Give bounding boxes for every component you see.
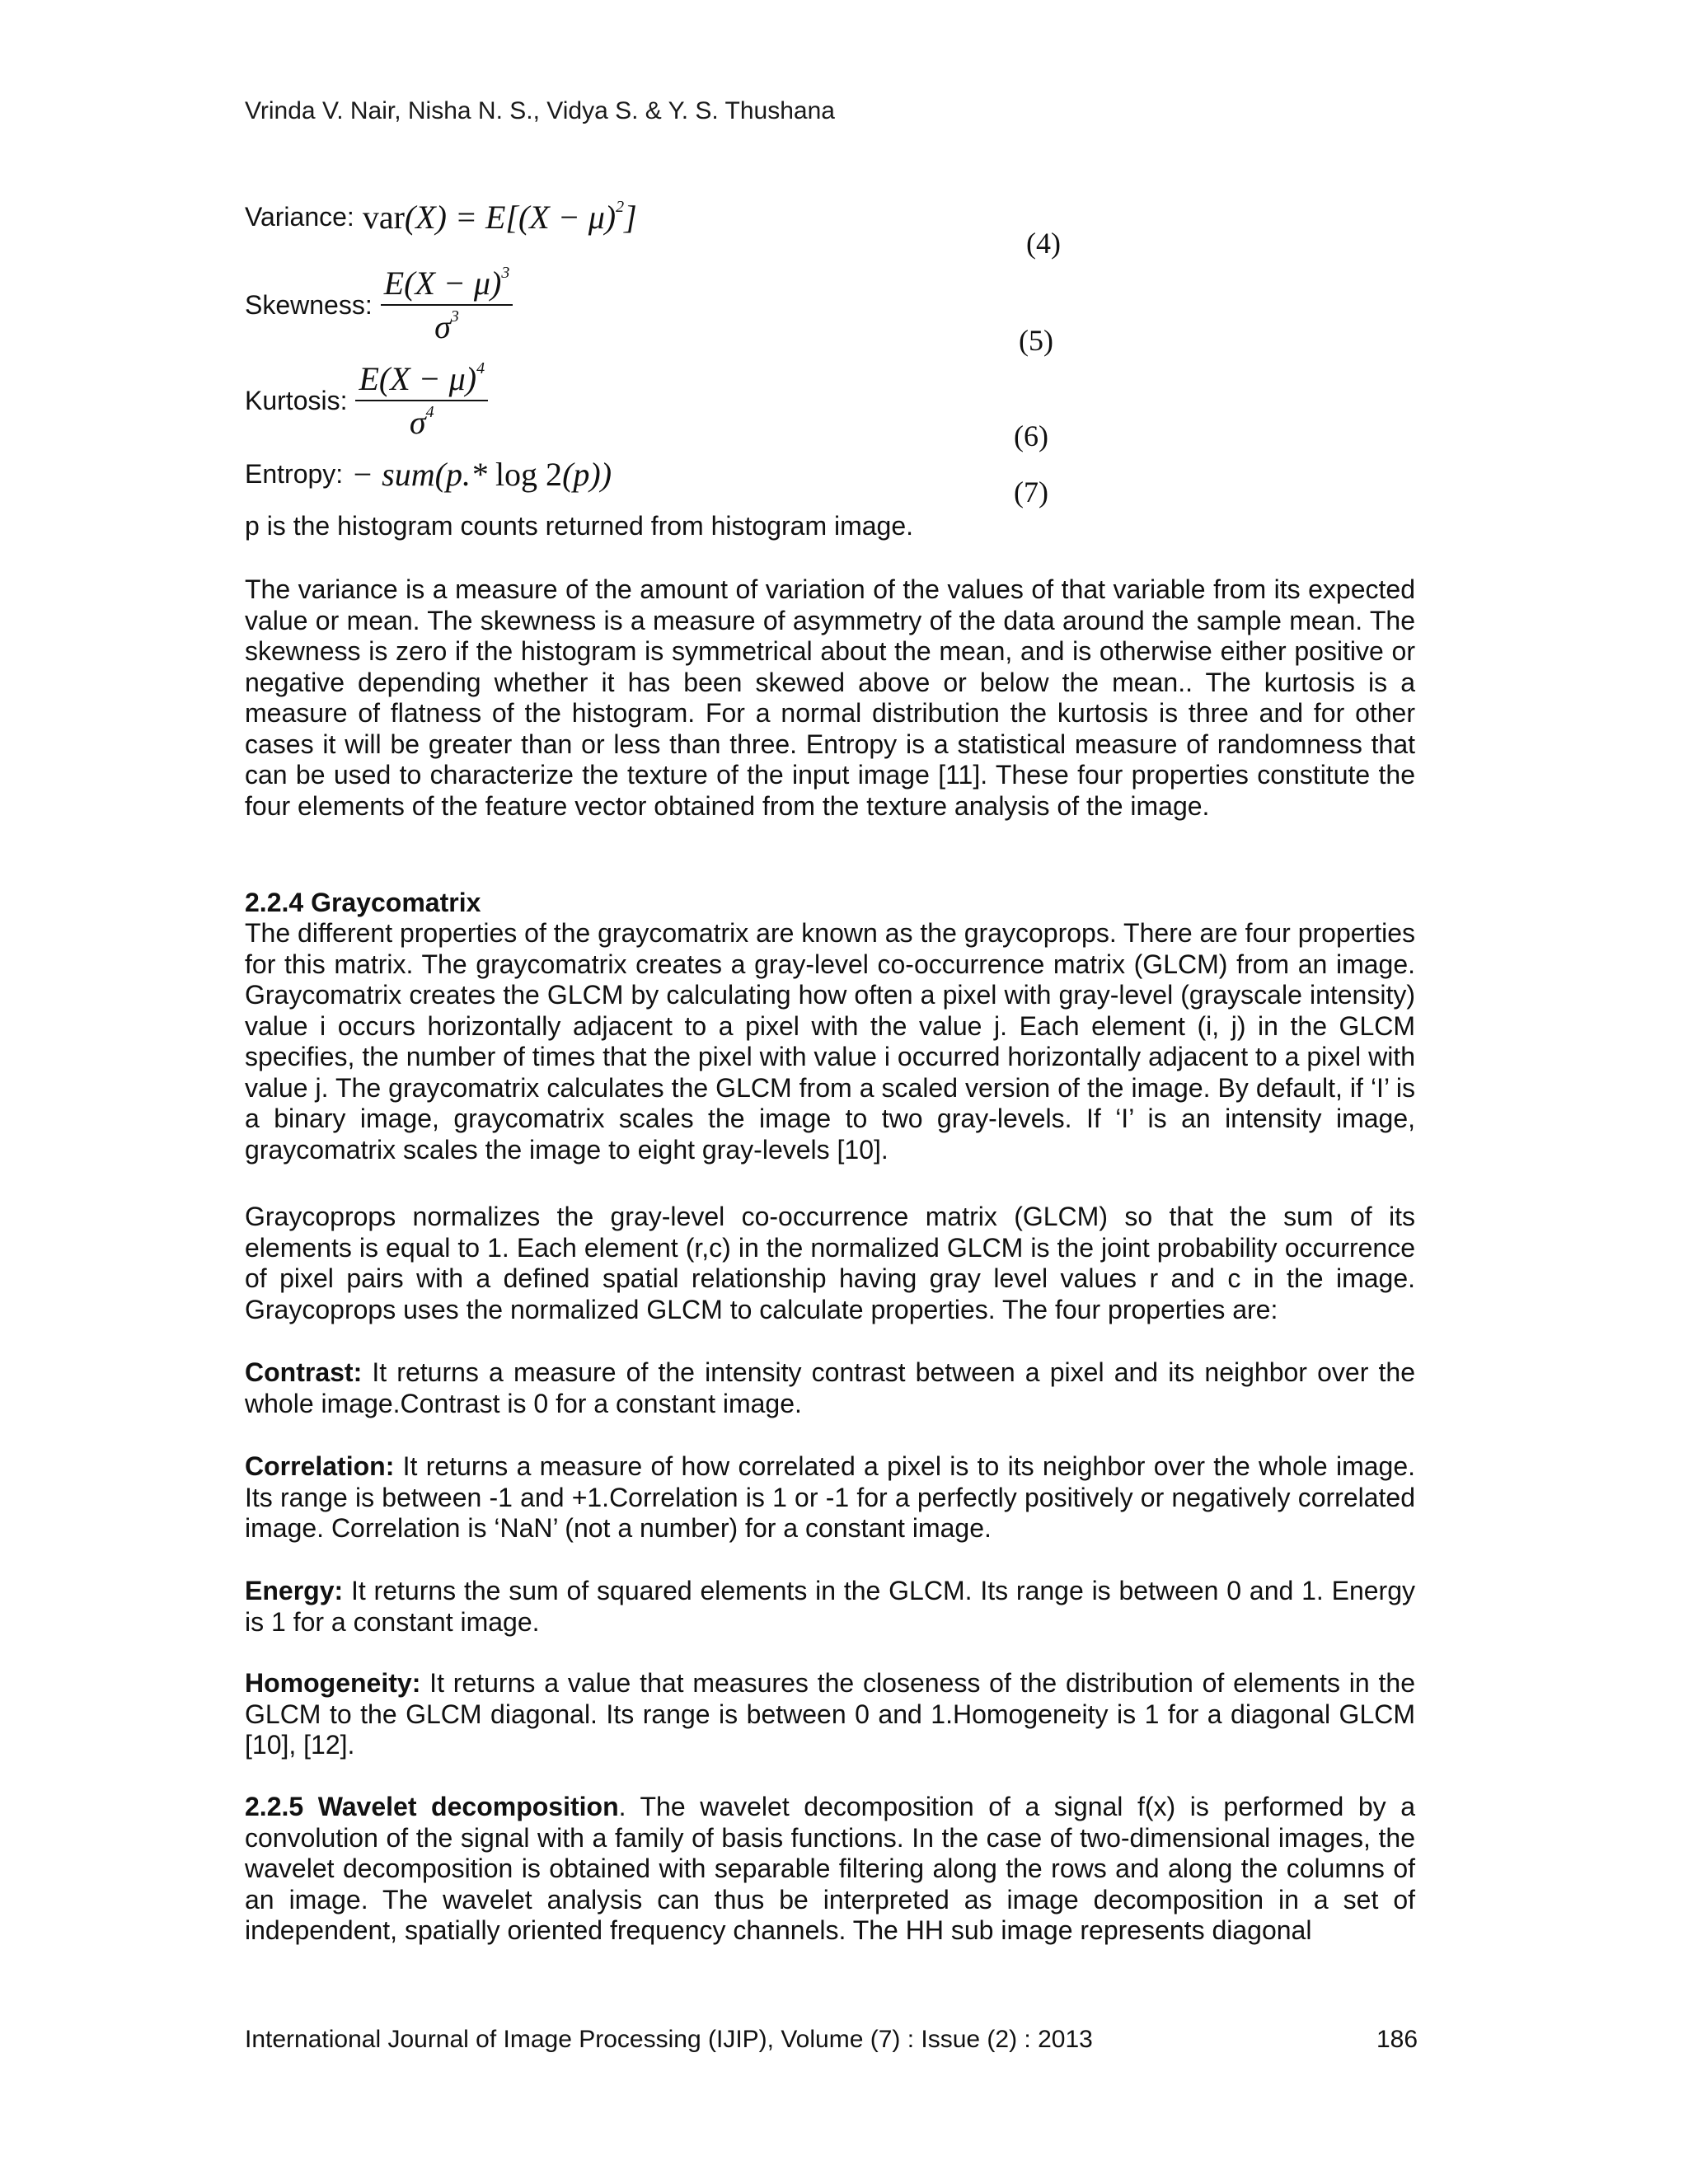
- entropy-formula: − sum(p.* log 2(p)): [351, 456, 612, 493]
- equation-number-7: (7): [1014, 476, 1048, 509]
- variance-formula: $var(X) = E[(X - \mu)^2]$: [362, 197, 637, 236]
- equation-number-6: (6): [1014, 419, 1048, 452]
- equation-number-5: (5): [1019, 324, 1053, 357]
- section-heading-graycomatrix: 2.2.4 Graycomatrix: [245, 888, 481, 917]
- paragraph-graycomatrix: The different properties of the graycomatrix are known as the graycoprops. There are four properties for this matrix. The graycomatrix creates a gray-level co-occurrence matrix (GLCM) from an image. Graycomatrix creates the GLCM by calculating how often a pixel with gray-level (grayscale intensity) value i occurs horizontally adjacent to a pixel with the value j. Each element (i, j) in the GLCM specifies, the number of times that the pixel with value i occurred horizontally adjacent to a pixel with value j. The graycomatrix calculates the GLCM from a scaled version of the image. By default, if ‘I’ is a binary image, graycomatrix scales the image to two gray-levels. If ‘I’ is an intensity image, graycomatrix scales the image to eight gray-levels [10].: [245, 918, 1415, 1165]
- skewness-equation: [245, 264, 513, 346]
- paragraph-homogeneity: [245, 1668, 1415, 1761]
- paragraph-correlation: [245, 1451, 1415, 1544]
- wavelet-text: . The wavelet decomposition of a signal f(x) is performed by a convolution of the signal with a family of basis functions. In the case of two-dimensional images, the wavelet decomposition is obtained with separable filtering along the rows and along the columns of an image. The wavelet analysis can thus be interpreted as image decomposition in a set of independent, spatially oriented frequency channels. The HH sub image represents diagonal: [245, 1792, 1416, 1945]
- paragraph-energy: [245, 1576, 1415, 1638]
- kurtosis-formula: $\frac{E(X - \mu)^4}{\sigma^4}$: [355, 359, 488, 442]
- variance-label: Variance:: [245, 202, 354, 232]
- homogeneity-label: Homogeneity:: [245, 1668, 421, 1698]
- kurtosis-equation: [245, 359, 488, 442]
- skewness-formula: $\frac{E(X - \mu)^3}{\sigma^3}$: [381, 264, 513, 346]
- paragraph-graycoprops: Graycoprops normalizes the gray-level co-occurrence matrix (GLCM) so that the sum of its elements is equal to 1. Each element (r,c) in the normalized GLCM is the joint probability occurrence of pixel pairs with a defined spatial relationship having gray level values r and c in the image. Graycoprops uses the normalized GLCM to calculate properties. The four properties are:: [245, 1202, 1415, 1324]
- entropy-label: Entropy:: [245, 459, 344, 489]
- correlation-text: It returns a measure of how correlated a pixel is to its neighbor over the whole image. Its range is between -1 and +1.Correlation is 1 or -1 for a perfectly positively or negatively correlated image. Correlation is ‘NaN’ (not a number) for a constant image.: [245, 1451, 1415, 1543]
- paragraph-wavelet: [245, 1792, 1415, 1947]
- kurtosis-label: Kurtosis:: [245, 385, 348, 415]
- variance-equation: [245, 198, 637, 237]
- entropy-equation: [245, 455, 612, 494]
- correlation-label: Correlation:: [245, 1451, 395, 1481]
- energy-text: It returns the sum of squared elements in the GLCM. Its range is between 0 and 1. Energy is 1 for a constant image.: [245, 1576, 1415, 1637]
- equation-number-4: (4): [1026, 227, 1061, 260]
- footer-journal-citation: International Journal of Image Processing (IJIP), Volume (7) : Issue (2) : 2013: [245, 2026, 1093, 2053]
- histogram-note: p is the histogram counts returned from histogram image.: [245, 511, 914, 541]
- homogeneity-text: It returns a value that measures the closeness of the distribution of elements in the GLCM to the GLCM diagonal. Its range is between 0 and 1.Homogeneity is 1 for a diagonal GLCM [10], [12].: [245, 1668, 1415, 1760]
- contrast-text: It returns a measure of the intensity contrast between a pixel and its neighbor over the whole image.Contrast is 0 for a constant image.: [245, 1357, 1415, 1418]
- wavelet-heading: 2.2.5 Wavelet decomposition: [245, 1792, 619, 1821]
- contrast-label: Contrast:: [245, 1357, 363, 1387]
- skewness-label: Skewness:: [245, 289, 373, 320]
- paragraph-contrast: [245, 1357, 1415, 1419]
- running-header-authors: Vrinda V. Nair, Nisha N. S., Vidya S. & Y. S. Thushana: [245, 97, 835, 124]
- paragraph-variance-description: The variance is a measure of the amount of variation of the values of that variable from its expected value or mean. The skewness is a measure of asymmetry of the data around the sample mean. The skewness is zero if the histogram is symmetrical about the mean, and is otherwise either positive or negative depending whether it has been skewed above or below the mean.. The kurtosis is a measure of flatness of the histogram. For a normal distribution the kurtosis is three and for other cases it will be greater than or less than three. Entropy is a statistical measure of randomness that can be used to characterize the texture of the input image [11]. These four properties constitute the four elements of the feature vector obtained from the texture analysis of the image.: [245, 574, 1415, 821]
- energy-label: Energy:: [245, 1576, 344, 1605]
- footer-page-number: 186: [1376, 2026, 1418, 2053]
